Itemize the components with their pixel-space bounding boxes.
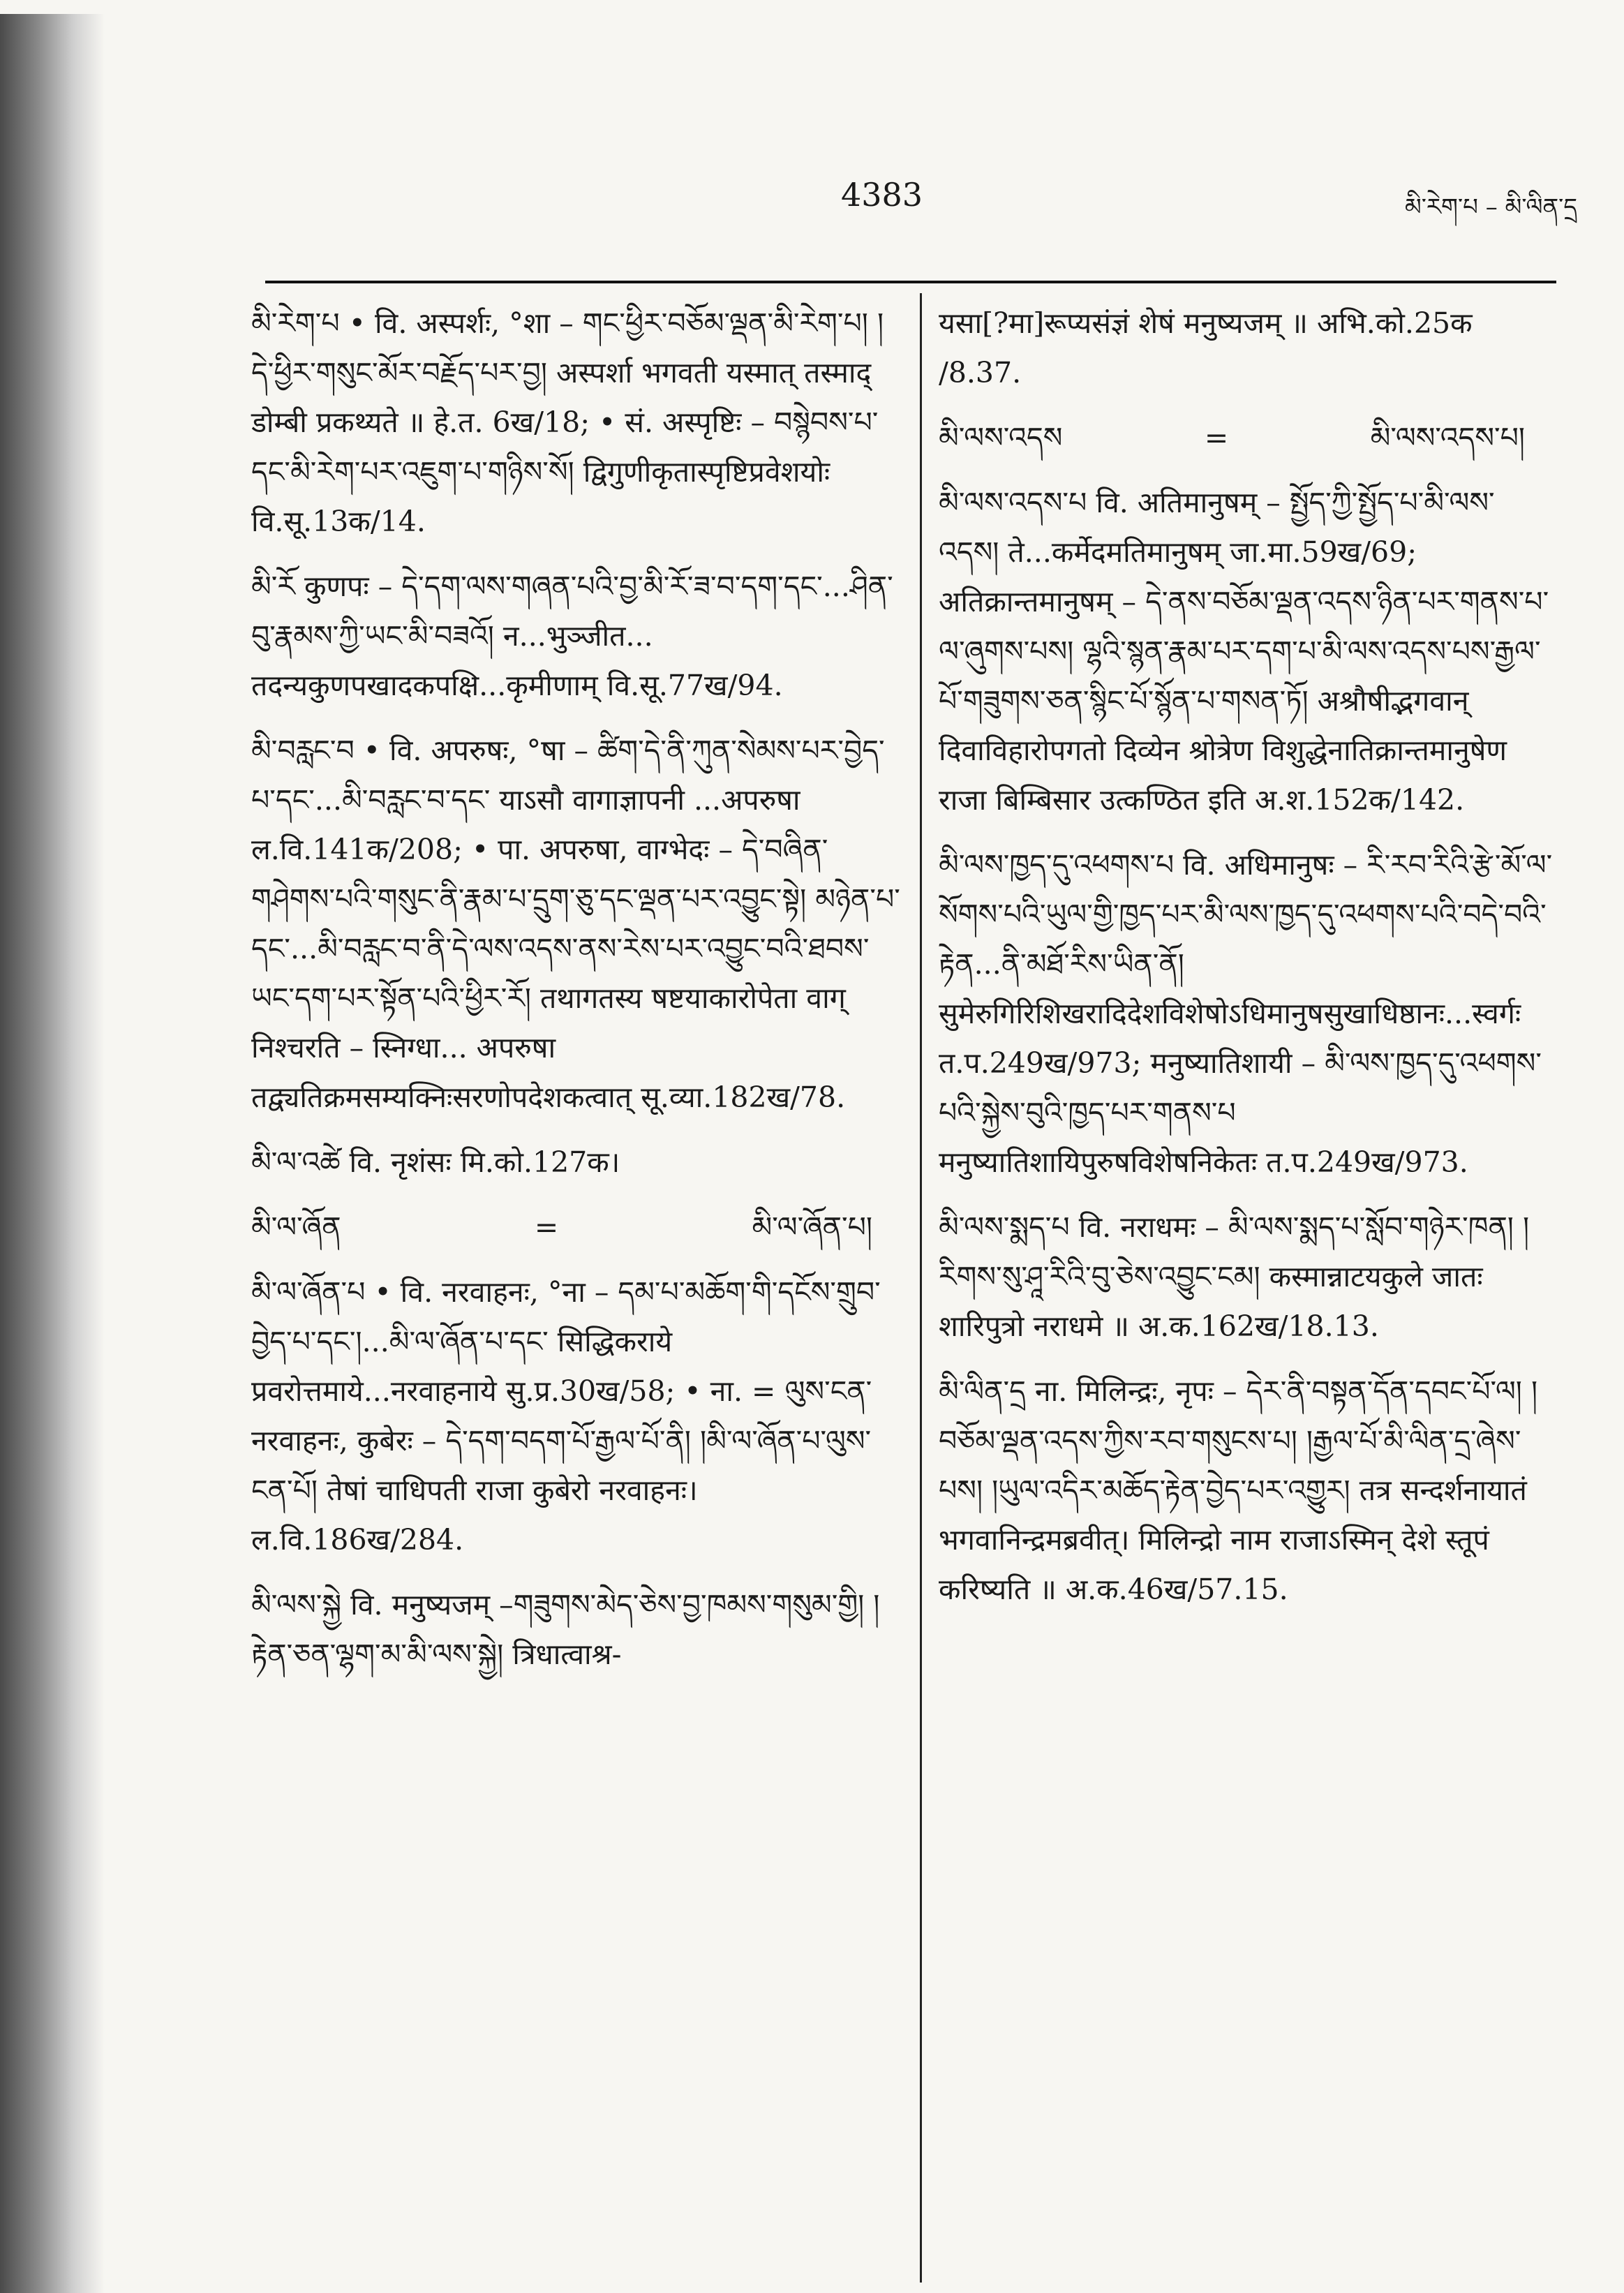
entry-text: མི་ལས་འདས་པ वि. अतिमानुषम् – སྤྱོད་ཀྱི་སྤྱོད་པ་མི་ལས་འདས། ते...कर्मेदमतिमानुषम् जा.मा.59ख/69; अतिक्रान्तमानुषम् – དེ་ནས་བཅོམ་ལྡན་འདས་ཉིན་པར་གནས་པ་ལ་ཞུགས་པས། ལྷའི་སྙན་རྣམ་པར་དག་པ་མི་ལས་འདས་པས་རྒྱལ་པོ་གཟུགས་ཅན་སྙིང་པོ་སྙོན་པ་གསན་ཏོ། अश्रौषीद्भगवान् दिवाविहारोपगतो दिव्येन श्रोत्रेण विशुद्धेनातिक्रान्तमानुषेण राजा बिम्बिसार उत्कण्ठित इति अ.श.152क/142. <box>939 486 1549 817</box>
xref-eq: = <box>1204 421 1229 454</box>
xref-head: མི་ལ་ཞོན <box>251 1210 341 1244</box>
entry-text: མི་ལིན་དྲ ना. मिलिन्द्रः, नृपः – དེར་ནི་བསྟན་དོན་དབང་པོ་ལ། །བཅོམ་ལྡན་འདས་ཀྱིས་རབ་གསུངས་པ། །རྒྱལ་པོ་མི་ལིན་དྲ་ཞེས་པས། །ཡུལ་འདིར་མཆོད་རྟེན་བྱེད་པར་འགྱུར། तत्र सन्दर्शनायातं भगवानिन्द्रमब्रवीत्। मिलिन्द्रो नाम राजाऽस्मिन् देशे स्तूपं करिष्यति ॥ अ.क.46ख/57.15. <box>939 1374 1538 1606</box>
dictionary-entry <box>939 1203 1553 1351</box>
dictionary-entry <box>251 726 900 1122</box>
xref-eq: = <box>534 1210 559 1244</box>
xref-target: མི་ལ་ཞོན་པ། <box>752 1210 872 1244</box>
book-binding-shadow <box>0 14 105 2293</box>
xref-target: མི་ལས་འདས་པ། <box>1370 421 1525 454</box>
dictionary-entry <box>939 299 1553 398</box>
entry-text: མི་ལ་ཞོན་པ • वि. नरवाहनः, °ना – དམ་པ་མཆོག་གི་དངོས་གྲུབ་བྱེད་པ་དང་།...མི་ལ་ཞོན་པ་དང་ सिद्धिकराये प्रवरोत्तमाये...नरवाहनाये सु.प्र.30ख/58; • ना. = ལུས་ངན་ नरवाहनः, कुबेरः – དེ་དག་བདག་པོ་རྒྱལ་པོ་ནི། །མི་ལ་ཞོན་པ་ལུས་ངན་པོ། तेषां चाधिपती राजा कुबेरो नरवाहनः। ल.वि.186ख/284. <box>251 1275 881 1557</box>
entry-text: མི་རེག་པ • वि. अस्पर्शः, °शा – གང་ཕྱིར་བཅོམ་ལྡན་མི་རེག་པ། །དེ་ཕྱིར་གསུང་མོར་བརྗོད་པར་བྱ། अस्पर्शा भगवती यस्मात् तस्माद् डोम्बी प्रकथ्यते ॥ हे.त. 6ख/18; • सं. अस्पृष्टिः – བསྙེབས་པ་དང་མི་རེག་པར་འཇུག་པ་གཉིས་སོ། द्विगुणीकृतास्पृष्टिप्रवेशयोः वि.सू.13क/14. <box>251 306 884 538</box>
header-rule <box>265 281 1556 283</box>
dictionary-entry <box>251 299 900 547</box>
left-column <box>251 299 900 1695</box>
entry-text: མི་ལས་སྨད་པ वि. नराधमः – མི་ལས་སྨད་པ་སློབ་གཉེར་ཁན། །རིགས་སུ་ཤཱ་རིའི་བུ་ཅེས་འབྱུང་ངམ། कस्मान्नाटयकुले जातः शारिपुत्रो नराधमे ॥ अ.क.162ख/18.13. <box>939 1210 1530 1343</box>
dictionary-entry <box>251 1580 900 1679</box>
right-column <box>939 299 1553 1630</box>
dictionary-entry <box>251 1268 900 1565</box>
dictionary-entry <box>939 840 1553 1187</box>
entry-text: མི་ལ་འཚེ वि. नृशंसः मि.को.127क। <box>251 1145 620 1179</box>
dictionary-entry <box>939 1367 1553 1615</box>
entry-text: མི་རོ कुणपः – དེ་དག་ལས་གཞན་པའི་བྱ་མི་རོ་ཟ་བ་དག་དང་...ཤིན་བུ་རྣམས་ཀྱི་ཡང་མི་བཟའོ། न...भुञ्जीत... तदन्यकुणपखादकपक्षि...कृमीणाम् वि.सू.77ख/94. <box>251 570 893 702</box>
entry-text: མི་ལས་སྐྱེ वि. मनुष्यजम् –གཟུགས་མེད་ཅེས་བྱ་ཁམས་གསུམ་གྱི། །རྟེན་ཅན་ལྷག་མ་མི་ལས་སྐྱེ། त्रिधात्वाश्र- <box>251 1588 880 1671</box>
column-divider <box>920 293 922 2283</box>
dictionary-entry <box>939 478 1553 825</box>
dictionary-entry <box>251 1138 900 1187</box>
dictionary-entry <box>251 1203 900 1252</box>
xref-head: མི་ལས་འདས <box>939 421 1063 454</box>
running-head: མི་རེག་པ – མི་ལིན་དྲ <box>1404 193 1577 221</box>
entry-text: མི་བརླང་བ • वि. अपरुषः, °षा – ཚིག་དེ་ནི་ཀུན་སེམས་པར་བྱེད་པ་དང་...མི་བརླང་བ་དང་ याऽसौ वागाज्ञापनी ...अपरुषा ल.वि.141क/208; • पा. अपरुषा, वाग्भेदः – དེ་བཞིན་གཤེགས་པའི་གསུང་ནི་རྣམ་པ་དྲུག་ཅུ་དང་ལྡན་པར་འབྱུང་སྟེ། མཉེན་པ་དང་...མི་བརླང་བ་ནི་དེ་ལས་འདས་ནས་རེས་པར་འབྱུང་བའི་ཐབས་ཡང་དག་པར་སྟོན་པའི་ཕྱིར་རོ། तथागतस्य षष्टयाकारोपेता वाग् निश्चरति – स्निग्धा... अपरुषा तद्व्यतिक्रमसम्यक्निःसरणोपदेशकत्वात् सू.व्या.182ख/78. <box>251 734 900 1114</box>
dictionary-entry <box>939 413 1553 463</box>
dictionary-entry <box>251 562 900 711</box>
entry-text: མི་ལས་ཁྱད་དུ་འཕགས་པ वि. अधिमानुषः – རི་རབ་རིའི་རྩེ་མོ་ལ་སོགས་པའི་ཡུལ་གྱི་ཁྱད་པར་མི་ལས་ཁྱད་དུ་འཕགས་པའི་བདེ་བའི་རྟེན...ནི་མཐོ་རིས་ཡིན་ནོ། सुमेरुगिरिशिखरादिदेशविशेषोऽधिमानुषसुखाधिष्ठानः...स्वर्गः त.प.249ख/973; मनुष्यातिशायी – མི་ལས་ཁྱད་དུ་འཕགས་པའི་སྐྱེས་བུའི་ཁྱད་པར་གནས་པ मनुष्यातिशायिपुरुषविशेषनिकेतः त.प.249ख/973. <box>939 848 1553 1179</box>
page-number: 4383 <box>841 176 923 214</box>
entry-text: यसा[?मा]रूप्यसंज्ञं शेषं मनुष्यजम् ॥ अभि.को.25क /8.37. <box>939 306 1473 389</box>
